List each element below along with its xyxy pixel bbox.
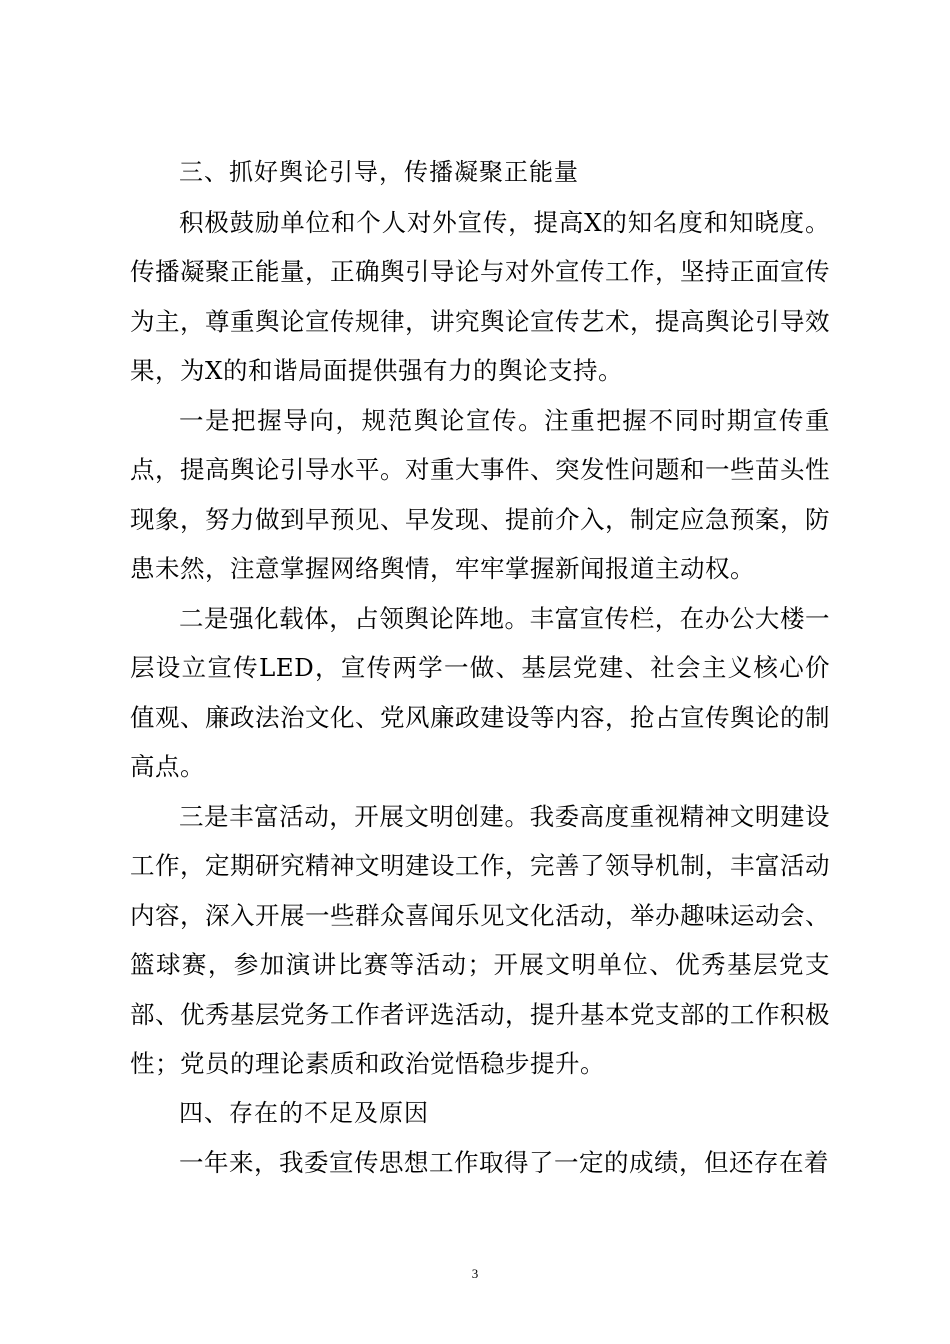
paragraph-text: 注重把握不同时期宣传重点，提高舆论引导水平。对重大事件、突发性问题和一些苗头性现象，努力做到早预见、早发现、提前介入，制定应急预案，防患未然，注意掌握网络舆情，牢牢掌握新闻报道主动权。: [130, 405, 831, 583]
section-heading-3: 三、抓好舆论引导，传播凝聚正能量: [179, 158, 579, 186]
paragraph-carrier: [130, 594, 830, 792]
paragraph-lead: 三是丰富活动，开展文明创建。: [179, 801, 530, 831]
paragraph-text: 丰富宣传栏，在办公大楼一层设立宣传LED，宣传两学一做、基层党建、社会主义核心价值观、廉政法治文化、党风廉政建设等内容，抢占宣传舆论的制高点。: [130, 603, 831, 781]
paragraph-text: 一年来，我委宣传思想工作取得了一定的成绩，但还存在着: [179, 1148, 829, 1177]
paragraph-text: 积极鼓励单位和个人对外宣传，提高X的知名度和知晓度。传播凝聚正能量，正确舆引导论与对外宣传工作，坚持正面宣传为主，尊重舆论宣传规律，讲究舆论宣传艺术，提高舆论引导效果，为X的和谐局面提供强有力的舆论支持。: [130, 207, 830, 385]
document-body: [130, 148, 830, 1188]
page-number: 3: [471, 1266, 479, 1281]
paragraph-lead: 二是强化载体，占领舆论阵地。: [179, 603, 530, 633]
paragraph-guidance: [130, 396, 830, 594]
paragraph-text: 我委高度重视精神文明建设工作，定期研究精神文明建设工作，完善了领导机制，丰富活动内容，深入开展一些群众喜闻乐见文化活动，举办趣味运动会、篮球赛，参加演讲比赛等活动；开展文明单位、优秀基层党支部、优秀基层党务工作者评选活动，提升基本党支部的工作积极性；党员的理论素质和政治觉悟稳步提升。: [130, 801, 831, 1078]
paragraph-lead: 一是把握导向，规范舆论宣传。: [179, 405, 545, 435]
paragraph-shortcomings: [130, 1138, 830, 1188]
section-heading-4: 四、存在的不足及原因: [179, 1098, 429, 1127]
paragraph-activities: [130, 792, 830, 1089]
paragraph-intro: [130, 198, 830, 396]
